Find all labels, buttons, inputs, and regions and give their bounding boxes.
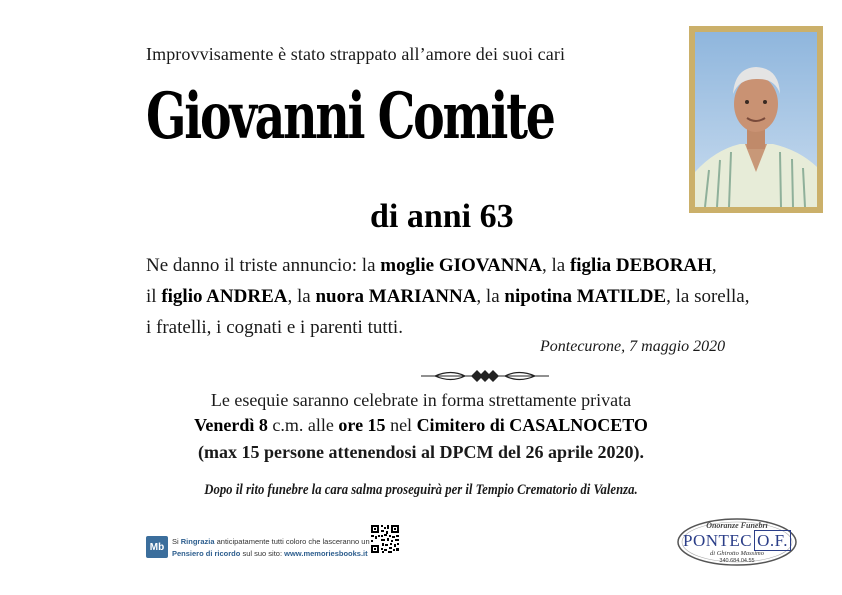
- cremation-note: Dopo il rito funebre la cara salma proseguirà per il Tempio Crematorio di Valenza.: [204, 482, 638, 498]
- portrait-photo-frame: [689, 26, 823, 213]
- funeral-line-2: Venerdì 8 c.m. alle ore 15 nel Cimitero di CASALNOCETO: [194, 415, 648, 435]
- ornament-divider-icon: [421, 366, 549, 386]
- logo-name: PONTEC O.F.: [676, 531, 798, 551]
- memoriesbooks-logo: Mb: [146, 536, 168, 558]
- qr-code-icon[interactable]: [370, 524, 400, 554]
- thanks-text: Si Ringrazia anticipatamente tutti coloro che lasceranno un Pensiero di ricordo sul suo sito: www.memoriesbooks.it: [172, 537, 370, 558]
- funeral-line-1: Le esequie saranno celebrate in forma strettamente privata: [210, 390, 632, 410]
- announcement-line-2: il figlio ANDREA, la nuora MARIANNA, la nipotina MATILDE, la sorella,: [146, 286, 750, 307]
- relative-son: figlio ANDREA: [161, 286, 288, 307]
- logo-owner: di Ghirotto Massimo: [710, 550, 764, 557]
- intro-text: Improvvisamente è stato strappato all’amore dei suoi cari: [146, 44, 566, 64]
- announcement-line-1: Ne danno il triste annuncio: la moglie GIOVANNA, la figlia DEBORAH,: [146, 255, 717, 276]
- portrait-photo: [695, 32, 817, 207]
- logo-top-text: Onoranze Funebri: [706, 521, 768, 530]
- relative-granddaughter: nipotina MATILDE: [504, 286, 667, 307]
- funeral-home-logo: [676, 517, 798, 567]
- place-date: Pontecurone, 7 maggio 2020: [540, 338, 726, 355]
- relative-daughter-in-law: nuora MARIANNA: [315, 286, 477, 307]
- logo-phone: 340.684.04.55: [719, 558, 755, 564]
- website-link: www.memoriesbooks.it: [284, 549, 368, 558]
- announcement-line-3: i fratelli, i cognati e i parenti tutti.: [146, 317, 403, 338]
- relative-daughter: figlia DEBORAH: [569, 255, 712, 276]
- funeral-line-3: (max 15 persone attenendosi al DPCM del 26 aprile 2020).: [198, 442, 644, 462]
- deceased-age: di anni 63: [370, 198, 514, 235]
- deceased-name: Giovanni Comite: [146, 79, 554, 154]
- relative-wife: moglie GIOVANNA: [380, 255, 542, 276]
